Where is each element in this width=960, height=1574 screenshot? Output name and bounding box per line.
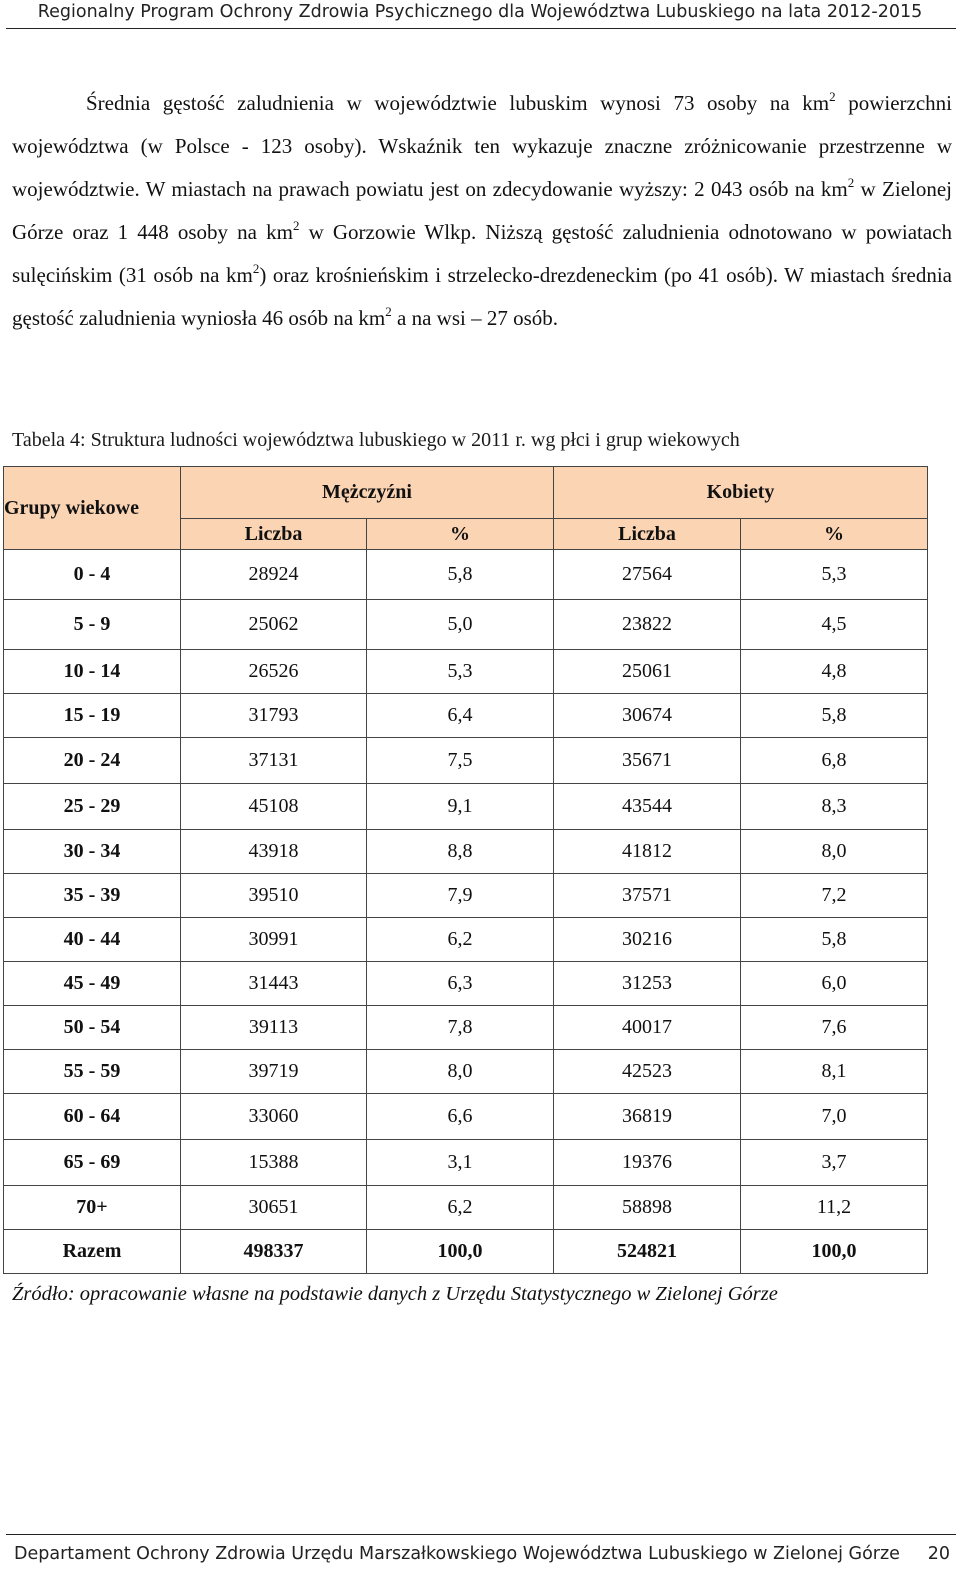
women-count-cell: 27564 bbox=[554, 550, 741, 600]
table-row bbox=[4, 874, 928, 918]
paragraph-part: ) oraz krośnieńskim i strzelecko-drezdeneckim (po 41 osób). W miastach średnia gęstość zaludnienia wyniosła 46 osób na km bbox=[12, 263, 952, 330]
age-cell: 55 - 59 bbox=[4, 1050, 181, 1094]
women-pct-cell: 3,7 bbox=[741, 1140, 928, 1186]
table-caption: Tabela 4: Struktura ludności województwa lubuskiego w 2011 r. wg płci i grup wiekowych bbox=[12, 429, 740, 451]
women-pct-cell: 7,0 bbox=[741, 1094, 928, 1140]
women-pct-cell: 100,0 bbox=[741, 1230, 928, 1274]
women-count-cell: 35671 bbox=[554, 738, 741, 784]
women-pct-cell: 11,2 bbox=[741, 1186, 928, 1230]
men-count-cell: 30651 bbox=[181, 1186, 367, 1230]
women-pct-cell: 7,2 bbox=[741, 874, 928, 918]
age-cell: 45 - 49 bbox=[4, 962, 181, 1006]
women-count-cell: 41812 bbox=[554, 830, 741, 874]
men-count-cell: 43918 bbox=[181, 830, 367, 874]
col-header-age-groups: Grupy wiekowe bbox=[4, 467, 181, 550]
header-divider bbox=[6, 28, 956, 29]
women-pct-cell: 8,3 bbox=[741, 784, 928, 830]
men-pct-cell: 5,8 bbox=[367, 550, 554, 600]
men-pct-cell: 6,6 bbox=[367, 1094, 554, 1140]
age-cell: 65 - 69 bbox=[4, 1140, 181, 1186]
men-count-cell: 31443 bbox=[181, 962, 367, 1006]
men-pct-cell: 7,5 bbox=[367, 738, 554, 784]
body-paragraph bbox=[12, 82, 952, 340]
paragraph-part: powierzchni województwa (w Polsce - 123 osoby). Wskaźnik ten wykazuje znaczne zróżnicowanie przestrzenne w województwie. W miastach na prawach powiatu jest on zdecydowanie wyższy: 2 043 osób na km bbox=[12, 91, 953, 201]
page-footer bbox=[0, 1541, 960, 1571]
women-pct-cell: 6,8 bbox=[741, 738, 928, 784]
age-cell: 35 - 39 bbox=[4, 874, 181, 918]
superscript: 2 bbox=[292, 218, 300, 233]
col-header-men: Mężczyźni bbox=[181, 467, 554, 519]
women-pct-cell: 4,5 bbox=[741, 600, 928, 650]
age-cell: 10 - 14 bbox=[4, 650, 181, 694]
table-row bbox=[4, 600, 928, 650]
age-cell: 15 - 19 bbox=[4, 694, 181, 738]
women-pct-cell: 8,0 bbox=[741, 830, 928, 874]
footer-divider bbox=[6, 1534, 956, 1535]
age-cell: 70+ bbox=[4, 1186, 181, 1230]
men-pct-cell: 6,2 bbox=[367, 918, 554, 962]
population-table bbox=[3, 466, 928, 1274]
table-row bbox=[4, 962, 928, 1006]
men-pct-cell: 6,2 bbox=[367, 1186, 554, 1230]
women-pct-cell: 6,0 bbox=[741, 962, 928, 1006]
men-count-cell: 33060 bbox=[181, 1094, 367, 1140]
men-pct-cell: 8,8 bbox=[367, 830, 554, 874]
women-count-cell: 19376 bbox=[554, 1140, 741, 1186]
superscript: 2 bbox=[847, 175, 855, 190]
women-count-cell: 37571 bbox=[554, 874, 741, 918]
women-count-cell: 25061 bbox=[554, 650, 741, 694]
source-note: Źródło: opracowanie własne na podstawie danych z Urzędu Statystycznego w Zielonej Górze bbox=[12, 1283, 778, 1305]
col-header-women: Kobiety bbox=[554, 467, 928, 519]
paragraph-part: w Gorzowie Wlkp. Niższą gęstość zaludnienia odnotowano w powiatach sulęcińskim (31 osób na km bbox=[12, 220, 952, 287]
men-pct-cell: 5,0 bbox=[367, 600, 554, 650]
men-count-cell: 39510 bbox=[181, 874, 367, 918]
men-pct-cell: 7,8 bbox=[367, 1006, 554, 1050]
age-cell: 50 - 54 bbox=[4, 1006, 181, 1050]
men-count-cell: 37131 bbox=[181, 738, 367, 784]
table-row bbox=[4, 830, 928, 874]
footer-text: Departament Ochrony Zdrowia Urzędu Marszałkowskiego Województwa Lubuskiego w Zielonej Górze bbox=[14, 1544, 900, 1564]
paragraph-part: a na wsi – 27 osób. bbox=[391, 306, 559, 330]
men-pct-cell: 9,1 bbox=[367, 784, 554, 830]
men-count-cell: 45108 bbox=[181, 784, 367, 830]
women-pct-cell: 8,1 bbox=[741, 1050, 928, 1094]
men-pct-cell: 6,4 bbox=[367, 694, 554, 738]
men-count-cell: 28924 bbox=[181, 550, 367, 600]
men-count-cell: 31793 bbox=[181, 694, 367, 738]
women-count-cell: 40017 bbox=[554, 1006, 741, 1050]
women-count-cell: 23822 bbox=[554, 600, 741, 650]
men-pct-cell: 7,9 bbox=[367, 874, 554, 918]
table-row bbox=[4, 694, 928, 738]
men-pct-cell: 5,3 bbox=[367, 650, 554, 694]
women-pct-cell: 5,8 bbox=[741, 694, 928, 738]
men-count-cell: 39113 bbox=[181, 1006, 367, 1050]
women-count-cell: 30674 bbox=[554, 694, 741, 738]
men-count-cell: 30991 bbox=[181, 918, 367, 962]
table-row bbox=[4, 784, 928, 830]
table-row bbox=[4, 918, 928, 962]
table-row bbox=[4, 1006, 928, 1050]
age-cell: 5 - 9 bbox=[4, 600, 181, 650]
women-count-cell: 31253 bbox=[554, 962, 741, 1006]
superscript: 2 bbox=[829, 89, 836, 104]
table-total-row bbox=[4, 1230, 928, 1274]
men-pct-cell: 6,3 bbox=[367, 962, 554, 1006]
women-count-cell: 524821 bbox=[554, 1230, 741, 1274]
table-body bbox=[4, 550, 928, 1274]
age-cell: 60 - 64 bbox=[4, 1094, 181, 1140]
paragraph-part: w Zielonej Górze oraz 1 448 osoby na km bbox=[12, 177, 953, 244]
women-count-cell: 43544 bbox=[554, 784, 741, 830]
men-count-cell: 26526 bbox=[181, 650, 367, 694]
age-cell: 0 - 4 bbox=[4, 550, 181, 600]
men-count-cell: 25062 bbox=[181, 600, 367, 650]
women-pct-cell: 5,3 bbox=[741, 550, 928, 600]
age-cell: 20 - 24 bbox=[4, 738, 181, 784]
subheader-men-count: Liczba bbox=[181, 519, 367, 550]
paragraph-part: Średnia gęstość zaludnienia w województwie lubuskim wynosi 73 osoby na km bbox=[86, 91, 830, 115]
table-row bbox=[4, 738, 928, 784]
women-pct-cell: 7,6 bbox=[741, 1006, 928, 1050]
table-row bbox=[4, 1140, 928, 1186]
table-row bbox=[4, 650, 928, 694]
women-count-cell: 42523 bbox=[554, 1050, 741, 1094]
page-number: 20 bbox=[927, 1544, 950, 1564]
men-count-cell: 15388 bbox=[181, 1140, 367, 1186]
women-count-cell: 36819 bbox=[554, 1094, 741, 1140]
age-cell: 25 - 29 bbox=[4, 784, 181, 830]
women-pct-cell: 5,8 bbox=[741, 918, 928, 962]
age-cell: 30 - 34 bbox=[4, 830, 181, 874]
men-pct-cell: 8,0 bbox=[367, 1050, 554, 1094]
table-row bbox=[4, 1094, 928, 1140]
age-cell: 40 - 44 bbox=[4, 918, 181, 962]
page-header: Regionalny Program Ochrony Zdrowia Psychicznego dla Województwa Lubuskiego na lata 2012-2015 bbox=[37, 2, 923, 22]
table-row bbox=[4, 1050, 928, 1094]
men-pct-cell: 3,1 bbox=[367, 1140, 554, 1186]
subheader-men-pct: % bbox=[367, 519, 554, 550]
men-pct-cell: 100,0 bbox=[367, 1230, 554, 1274]
superscript: 2 bbox=[385, 304, 392, 319]
women-count-cell: 30216 bbox=[554, 918, 741, 962]
subheader-women-pct: % bbox=[741, 519, 928, 550]
women-count-cell: 58898 bbox=[554, 1186, 741, 1230]
superscript: 2 bbox=[252, 261, 260, 276]
age-cell: Razem bbox=[4, 1230, 181, 1274]
table-row bbox=[4, 550, 928, 600]
men-count-cell: 39719 bbox=[181, 1050, 367, 1094]
men-count-cell: 498337 bbox=[181, 1230, 367, 1274]
subheader-women-count: Liczba bbox=[554, 519, 741, 550]
women-pct-cell: 4,8 bbox=[741, 650, 928, 694]
table-row bbox=[4, 1186, 928, 1230]
